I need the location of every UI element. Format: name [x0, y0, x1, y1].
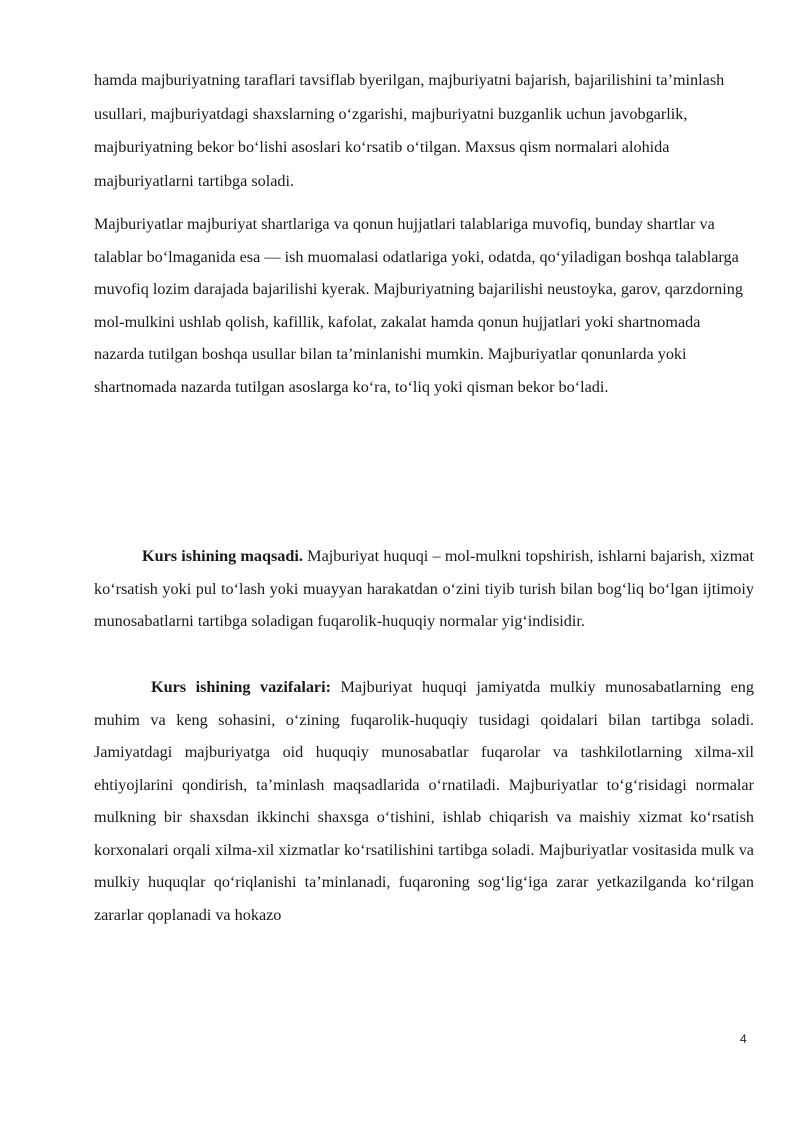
paragraph-obligation-parts: hamda majburiyatning taraflari tavsiflab byerilgan, majburiyatni bajarish, bajarilishini ta’minlash usullari, majburiyatdagi shaxslarning o‘zgarishi, majburiyatni buzganlik uchun javobgarlik, majburiyatning bekor bo‘lishi asoslari ko‘rsatib o‘tilgan. Maxsus qism normalari alohida majburiyatlarni tartibga soladi.: [94, 71, 725, 190]
course-tasks-text: Majburiyat huquqi jamiyatda mulkiy munosabatlarning eng muhim va keng sohasini, o‘zining fuqarolik-huquqiy tusidagi qoidalari bilan tartibga soladi. Jamiyatdagi majburiyatga oid huquqiy munosabatlar fuqarolar va tashkilotlarning xilma-xil ehtiyojlarini qondirish, ta’minlash maqsadlarida o‘rnatiladi. Majburiyatlar to‘g‘risidagi normalar mulkning bir shaxsdan ikkinchi shaxsga o‘tishini, ishlab chiqarish va maishiy xizmat ko‘rsatish korxonalari orqali xilma-xil xizmatlar ko‘rsatilishini tartibga soladi. Majburiyatlar vositasida mulk va mulkiy huquqlar qo‘riqlanishi ta’minlanadi, fuqaroning sog‘lig‘iga zarar yetkazilganda ko‘rilgan zararlar qoplanadi va hokazo: [94, 678, 754, 924]
course-goal-text: Majburiyat huquqi – mol-mulkni topshirish, ishlarni bajarish, xizmat ko‘rsatish yoki pul to‘lash yoki muayyan harakatdan o‘zini tiyib turish bilan bog‘liq bo‘lgan ijtimoiy munosabatlarni tartibga soladigan fuqarolik-huquqiy normalar yig‘indisidir.: [94, 547, 754, 630]
paragraph-obligation-performance: Majburiyatlar majburiyat shartlariga va qonun hujjatlari talablariga muvofiq, bunday shartlar va talablar bo‘lmaganida esa — ish muomalasi odatlariga yoki, odatda, qo‘yiladigan boshqa talablarga muvofiq lozim darajada bajarilishi kyerak. Majburiyatning bajarilishi neustoyka, garov, qarzdorning mol-mulkini ushlab qolish, kafillik, kafolat, zakalat hamda qonun hujjatlari yoki shartnomada nazarda tutilgan boshqa usullar bilan ta’minlanishi mumkin. Majburiyatlar qonunlarda yoki shartnomada nazarda tutilgan asoslarga ko‘ra, to‘liq yoki qisman bekor bo‘ladi.: [94, 215, 743, 396]
paragraph-course-goal: [94, 540, 754, 638]
paragraph-course-tasks: [94, 671, 754, 931]
course-tasks-heading: Kurs ishining vazifalari:: [151, 678, 332, 696]
course-goal-heading: Kurs ishining maqsadi.: [142, 547, 303, 565]
page-number: 4: [740, 1032, 747, 1046]
